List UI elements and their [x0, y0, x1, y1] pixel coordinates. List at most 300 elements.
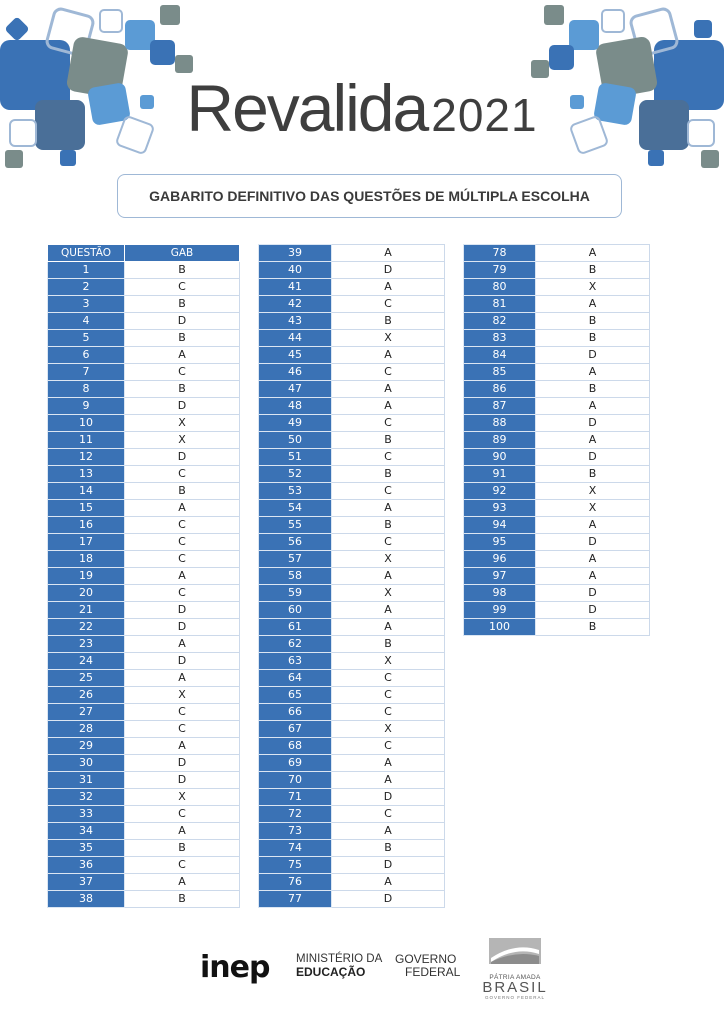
answer-key: A [332, 347, 445, 364]
question-number: 64 [259, 670, 332, 687]
answer-key: A [332, 500, 445, 517]
answer-key: C [125, 857, 240, 874]
question-number: 23 [48, 636, 125, 653]
answer-key: C [332, 449, 445, 466]
table-row [259, 245, 445, 262]
answer-key: B [332, 517, 445, 534]
table-row [48, 432, 240, 449]
table-row [48, 857, 240, 874]
answer-key: X [332, 653, 445, 670]
table-row [259, 568, 445, 585]
table-row [259, 687, 445, 704]
table-row [259, 551, 445, 568]
answer-key: C [332, 806, 445, 823]
question-number: 96 [464, 551, 536, 568]
question-number: 59 [259, 585, 332, 602]
table-row [259, 891, 445, 908]
answer-key: C [125, 517, 240, 534]
question-number: 41 [259, 279, 332, 296]
table-row [464, 619, 650, 636]
table-row [259, 364, 445, 381]
answer-key: B [332, 313, 445, 330]
table-row [259, 602, 445, 619]
question-number: 50 [259, 432, 332, 449]
table-row [464, 245, 650, 262]
table-row [464, 381, 650, 398]
question-number: 66 [259, 704, 332, 721]
table-row [259, 772, 445, 789]
gov-line2: FEDERAL [405, 965, 461, 979]
answer-key: A [332, 755, 445, 772]
table-row [259, 704, 445, 721]
table-row [259, 466, 445, 483]
answer-key: B [536, 330, 650, 347]
table-row [259, 279, 445, 296]
question-number: 63 [259, 653, 332, 670]
answer-key: A [125, 874, 240, 891]
answer-key: B [536, 381, 650, 398]
answer-key: X [332, 721, 445, 738]
question-number: 51 [259, 449, 332, 466]
question-number: 5 [48, 330, 125, 347]
table-row [259, 721, 445, 738]
answer-key: D [332, 857, 445, 874]
question-number: 45 [259, 347, 332, 364]
question-number: 38 [48, 891, 125, 908]
answer-key: X [125, 415, 240, 432]
question-number: 30 [48, 755, 125, 772]
question-number: 42 [259, 296, 332, 313]
answer-key: D [125, 398, 240, 415]
answer-key: D [332, 262, 445, 279]
table-row [48, 296, 240, 313]
answer-key: D [125, 313, 240, 330]
table-row [259, 432, 445, 449]
table-row [48, 823, 240, 840]
answer-key: X [125, 789, 240, 806]
question-number: 9 [48, 398, 125, 415]
answer-table-2 [258, 244, 445, 908]
gov-line1: GOVERNO [395, 952, 457, 966]
table-row [259, 585, 445, 602]
question-number: 34 [48, 823, 125, 840]
table-row [259, 857, 445, 874]
answer-key: B [125, 330, 240, 347]
question-number: 17 [48, 534, 125, 551]
table-header-row [48, 245, 240, 262]
answer-key: C [332, 296, 445, 313]
question-number: 99 [464, 602, 536, 619]
table-row [48, 313, 240, 330]
table-row [464, 534, 650, 551]
table-row [464, 364, 650, 381]
brasil-line1: PÁTRIA AMADA [489, 974, 541, 981]
table-row [259, 330, 445, 347]
mec-logo [296, 953, 382, 979]
table-row [48, 806, 240, 823]
table-row [259, 738, 445, 755]
question-number: 62 [259, 636, 332, 653]
question-number: 87 [464, 398, 536, 415]
table-row [464, 432, 650, 449]
table-row [259, 874, 445, 891]
answer-key: X [536, 279, 650, 296]
question-number: 10 [48, 415, 125, 432]
question-number: 32 [48, 789, 125, 806]
question-number: 21 [48, 602, 125, 619]
answer-key: C [332, 670, 445, 687]
table-row [259, 483, 445, 500]
answer-key: D [125, 619, 240, 636]
question-number: 52 [259, 466, 332, 483]
table-row [464, 517, 650, 534]
question-number: 82 [464, 313, 536, 330]
table-row [259, 670, 445, 687]
answer-key: D [536, 585, 650, 602]
question-number: 65 [259, 687, 332, 704]
answer-key: A [332, 602, 445, 619]
table-row [464, 279, 650, 296]
answer-key: A [332, 279, 445, 296]
question-number: 53 [259, 483, 332, 500]
table-row [48, 347, 240, 364]
answer-key: D [332, 789, 445, 806]
question-number: 15 [48, 500, 125, 517]
table-row [464, 500, 650, 517]
answer-key: B [125, 483, 240, 500]
question-number: 26 [48, 687, 125, 704]
brand-year: 2021 [431, 89, 538, 141]
table-row [48, 449, 240, 466]
table-row [259, 296, 445, 313]
question-number: 16 [48, 517, 125, 534]
table-row [464, 415, 650, 432]
question-number: 19 [48, 568, 125, 585]
answer-key: C [332, 534, 445, 551]
table-row [464, 330, 650, 347]
answer-key: A [125, 636, 240, 653]
table-row [259, 415, 445, 432]
question-number: 89 [464, 432, 536, 449]
answer-key: D [536, 415, 650, 432]
table-row [48, 262, 240, 279]
question-number: 11 [48, 432, 125, 449]
answer-key: X [332, 330, 445, 347]
table-row [464, 551, 650, 568]
question-number: 75 [259, 857, 332, 874]
question-number: 57 [259, 551, 332, 568]
inep-logo: inep [200, 950, 270, 985]
question-number: 92 [464, 483, 536, 500]
table-row [48, 670, 240, 687]
answer-key: B [125, 840, 240, 857]
table-row [48, 721, 240, 738]
question-number: 6 [48, 347, 125, 364]
answer-key: D [125, 653, 240, 670]
table-row [48, 398, 240, 415]
question-number: 76 [259, 874, 332, 891]
question-number: 73 [259, 823, 332, 840]
question-number: 4 [48, 313, 125, 330]
table-row [259, 381, 445, 398]
answer-key: A [332, 398, 445, 415]
table-row [259, 823, 445, 840]
question-number: 3 [48, 296, 125, 313]
answer-key: A [536, 551, 650, 568]
answer-key: B [536, 262, 650, 279]
table-row [48, 568, 240, 585]
answer-key: C [125, 585, 240, 602]
answer-key: A [332, 245, 445, 262]
answer-key: X [332, 551, 445, 568]
question-number: 58 [259, 568, 332, 585]
answer-key: B [125, 262, 240, 279]
question-number: 94 [464, 517, 536, 534]
answer-key: A [125, 738, 240, 755]
question-number: 61 [259, 619, 332, 636]
question-number: 43 [259, 313, 332, 330]
table-row [48, 840, 240, 857]
answer-key: B [536, 466, 650, 483]
table-row [464, 483, 650, 500]
question-number: 37 [48, 874, 125, 891]
table-row [259, 313, 445, 330]
question-number: 90 [464, 449, 536, 466]
table-row [48, 704, 240, 721]
question-number: 97 [464, 568, 536, 585]
answer-key: D [125, 755, 240, 772]
table-row [48, 330, 240, 347]
table-row [464, 568, 650, 585]
answer-key: D [536, 347, 650, 364]
table-row [464, 398, 650, 415]
question-number: 20 [48, 585, 125, 602]
question-number: 80 [464, 279, 536, 296]
table-row [48, 364, 240, 381]
answer-key: A [536, 398, 650, 415]
table-row [259, 517, 445, 534]
question-number: 67 [259, 721, 332, 738]
answer-key: C [332, 483, 445, 500]
question-number: 2 [48, 279, 125, 296]
header-question: QUESTÃO [48, 245, 125, 262]
table-row [48, 500, 240, 517]
answer-key: X [125, 687, 240, 704]
answer-key: D [125, 602, 240, 619]
table-row [48, 738, 240, 755]
answer-key: D [125, 449, 240, 466]
flag-icon [487, 936, 543, 966]
table-row [48, 517, 240, 534]
table-row [48, 653, 240, 670]
answer-table-1 [47, 244, 240, 908]
table-row [259, 262, 445, 279]
answer-key: A [536, 517, 650, 534]
table-row [259, 347, 445, 364]
answer-key: B [332, 432, 445, 449]
table-row [464, 296, 650, 313]
question-number: 12 [48, 449, 125, 466]
question-number: 44 [259, 330, 332, 347]
table-row [259, 840, 445, 857]
answer-key: A [332, 619, 445, 636]
table-row [259, 789, 445, 806]
answer-key: X [125, 432, 240, 449]
question-number: 100 [464, 619, 536, 636]
question-number: 7 [48, 364, 125, 381]
question-number: 39 [259, 245, 332, 262]
question-number: 49 [259, 415, 332, 432]
answer-table-3 [463, 244, 650, 636]
answer-key: C [332, 364, 445, 381]
table-row [48, 466, 240, 483]
answer-key: A [536, 364, 650, 381]
patria-amada-brasil-logo [482, 936, 548, 1000]
answer-key: A [536, 432, 650, 449]
table-row [48, 874, 240, 891]
question-number: 47 [259, 381, 332, 398]
answer-key: C [332, 415, 445, 432]
table-row [48, 483, 240, 500]
question-number: 81 [464, 296, 536, 313]
question-number: 68 [259, 738, 332, 755]
question-number: 77 [259, 891, 332, 908]
table-row [259, 653, 445, 670]
table-row [259, 534, 445, 551]
answer-key: A [332, 381, 445, 398]
table-row [48, 891, 240, 908]
question-number: 31 [48, 772, 125, 789]
table-row [259, 636, 445, 653]
table-row [259, 449, 445, 466]
question-number: 24 [48, 653, 125, 670]
table-row [259, 500, 445, 517]
revalida-logo [0, 70, 724, 146]
question-number: 83 [464, 330, 536, 347]
question-number: 13 [48, 466, 125, 483]
answer-key: A [536, 296, 650, 313]
table-row [48, 755, 240, 772]
answer-key: C [125, 534, 240, 551]
answer-key: A [332, 568, 445, 585]
question-number: 91 [464, 466, 536, 483]
question-number: 74 [259, 840, 332, 857]
answer-key: C [125, 551, 240, 568]
answer-key: B [125, 381, 240, 398]
table-row [464, 449, 650, 466]
question-number: 36 [48, 857, 125, 874]
answer-key: C [125, 704, 240, 721]
table-row [48, 687, 240, 704]
answer-key: A [536, 568, 650, 585]
answer-key: C [125, 364, 240, 381]
question-number: 28 [48, 721, 125, 738]
question-number: 84 [464, 347, 536, 364]
question-number: 69 [259, 755, 332, 772]
question-number: 8 [48, 381, 125, 398]
answer-key: D [332, 891, 445, 908]
table-row [48, 279, 240, 296]
header-answer: GAB [125, 245, 240, 262]
question-number: 1 [48, 262, 125, 279]
table-row [259, 755, 445, 772]
answer-key: B [332, 840, 445, 857]
question-number: 79 [464, 262, 536, 279]
answer-key: A [125, 670, 240, 687]
table-row [48, 619, 240, 636]
answer-key: C [125, 466, 240, 483]
question-number: 60 [259, 602, 332, 619]
answer-key: B [536, 313, 650, 330]
answer-key: C [125, 806, 240, 823]
brand-word: Revalida [186, 71, 428, 145]
question-number: 71 [259, 789, 332, 806]
question-number: 56 [259, 534, 332, 551]
table-row [464, 347, 650, 364]
question-number: 55 [259, 517, 332, 534]
table-row [464, 466, 650, 483]
table-row [48, 381, 240, 398]
table-row [259, 398, 445, 415]
question-number: 46 [259, 364, 332, 381]
answer-key: X [536, 500, 650, 517]
answer-key: B [125, 891, 240, 908]
answer-key: A [125, 347, 240, 364]
table-row [48, 602, 240, 619]
question-number: 29 [48, 738, 125, 755]
question-number: 33 [48, 806, 125, 823]
question-number: 27 [48, 704, 125, 721]
answer-key: C [125, 279, 240, 296]
answer-key: D [536, 449, 650, 466]
question-number: 35 [48, 840, 125, 857]
table-row [259, 619, 445, 636]
answer-key: C [332, 738, 445, 755]
question-number: 72 [259, 806, 332, 823]
page-title: GABARITO DEFINITIVO DAS QUESTÕES DE MÚLTIPLA ESCOLHA [117, 174, 622, 218]
table-row [48, 534, 240, 551]
answer-key: C [125, 721, 240, 738]
question-number: 18 [48, 551, 125, 568]
table-row [48, 551, 240, 568]
answer-key: A [125, 500, 240, 517]
table-row [464, 585, 650, 602]
answer-key: B [536, 619, 650, 636]
answer-key: C [332, 704, 445, 721]
answer-key: A [332, 823, 445, 840]
table-row [48, 772, 240, 789]
mec-line2: EDUCAÇÃO [296, 965, 366, 979]
question-number: 40 [259, 262, 332, 279]
question-number: 48 [259, 398, 332, 415]
answer-key: D [536, 534, 650, 551]
question-number: 86 [464, 381, 536, 398]
answer-key: A [125, 568, 240, 585]
question-number: 78 [464, 245, 536, 262]
question-number: 70 [259, 772, 332, 789]
table-row [48, 789, 240, 806]
brasil-line2: BRASIL [482, 979, 548, 996]
question-number: 85 [464, 364, 536, 381]
question-number: 54 [259, 500, 332, 517]
question-number: 22 [48, 619, 125, 636]
question-number: 98 [464, 585, 536, 602]
question-number: 14 [48, 483, 125, 500]
gov-logo [395, 953, 460, 979]
table-row [48, 415, 240, 432]
question-number: 95 [464, 534, 536, 551]
answer-key: D [536, 602, 650, 619]
